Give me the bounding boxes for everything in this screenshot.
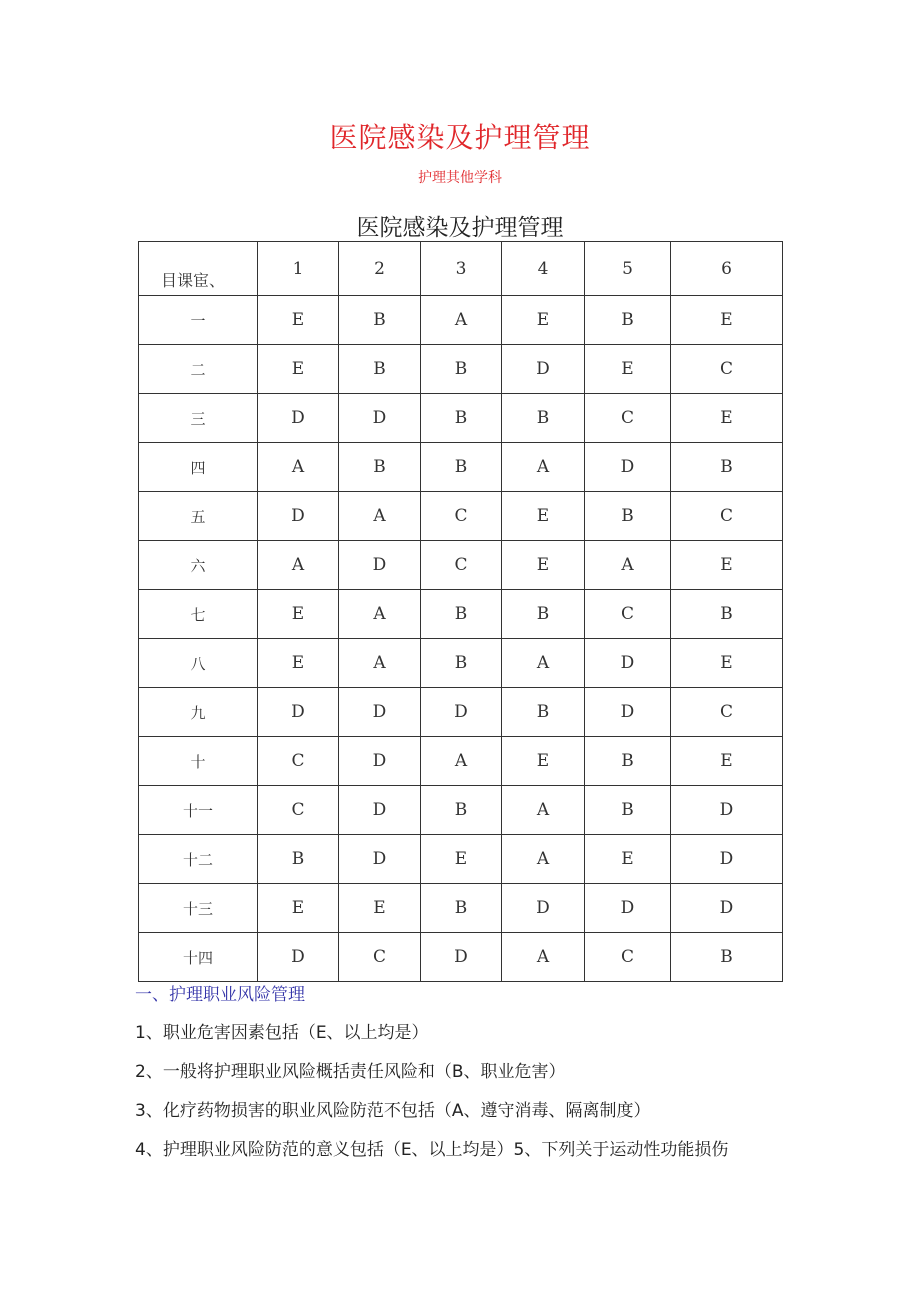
column-header: 6	[671, 242, 783, 296]
column-header: 4	[502, 242, 585, 296]
answer-cell: E	[502, 541, 585, 590]
answer-cell: E	[671, 541, 783, 590]
answer-cell: E	[671, 639, 783, 688]
answer-cell: A	[502, 639, 585, 688]
answer-cell: A	[339, 492, 421, 541]
answer-cell: E	[502, 492, 585, 541]
answer-cell: B	[421, 443, 502, 492]
answer-cell: D	[339, 394, 421, 443]
answer-cell: B	[421, 590, 502, 639]
answer-cell: B	[421, 639, 502, 688]
answer-cell: E	[671, 394, 783, 443]
table-row	[139, 688, 783, 737]
row-label: 一	[139, 296, 258, 345]
table-row	[139, 933, 783, 982]
answer-cell: E	[339, 884, 421, 933]
answer-cell: E	[258, 345, 339, 394]
table-row	[139, 835, 783, 884]
answer-cell: E	[671, 737, 783, 786]
answer-cell: E	[258, 884, 339, 933]
answer-cell: D	[585, 688, 671, 737]
answer-cell: A	[339, 639, 421, 688]
answer-cell: B	[585, 737, 671, 786]
answer-cell: D	[421, 933, 502, 982]
answer-table	[138, 241, 783, 982]
answer-cell: D	[585, 639, 671, 688]
row-label: 十一	[139, 786, 258, 835]
row-label: 九	[139, 688, 258, 737]
column-header: 5	[585, 242, 671, 296]
answer-cell: E	[258, 590, 339, 639]
answer-cell: D	[585, 443, 671, 492]
answer-cell: C	[421, 492, 502, 541]
answer-cell: C	[585, 590, 671, 639]
answer-cell: D	[339, 541, 421, 590]
paragraph-3: 3、化疗药物损害的职业风险防范不包括（A、遵守消毒、隔离制度）	[135, 1101, 651, 1121]
row-label: 四	[139, 443, 258, 492]
answer-cell: D	[339, 835, 421, 884]
answer-cell: A	[339, 590, 421, 639]
answer-cell: A	[258, 541, 339, 590]
answer-cell: C	[258, 737, 339, 786]
table-row	[139, 884, 783, 933]
answer-cell: A	[421, 737, 502, 786]
answer-cell: C	[421, 541, 502, 590]
paragraph-4: 4、护理职业风险防范的意义包括（E、以上均是）5、下列关于运动性功能损伤	[135, 1140, 729, 1160]
answer-cell: C	[258, 786, 339, 835]
row-label: 二	[139, 345, 258, 394]
table-row	[139, 345, 783, 394]
answer-cell: C	[585, 394, 671, 443]
table-row	[139, 492, 783, 541]
answer-cell: B	[585, 492, 671, 541]
answer-cell: D	[339, 786, 421, 835]
answer-cell: E	[502, 737, 585, 786]
row-label: 五	[139, 492, 258, 541]
answer-cell: C	[339, 933, 421, 982]
answer-cell: B	[502, 590, 585, 639]
answer-table-body	[139, 242, 783, 982]
paragraph-1: 1、职业危害因素包括（E、以上均是）	[135, 1023, 429, 1043]
row-label: 十三	[139, 884, 258, 933]
answer-cell: B	[339, 443, 421, 492]
answer-cell: A	[585, 541, 671, 590]
answer-cell: E	[502, 296, 585, 345]
row-label: 八	[139, 639, 258, 688]
document-subtitle: 护理其他学科	[418, 170, 502, 186]
answer-cell: D	[671, 786, 783, 835]
answer-cell: B	[502, 688, 585, 737]
answer-cell: E	[585, 345, 671, 394]
column-header: 3	[421, 242, 502, 296]
table-title: 医院感染及护理管理	[356, 215, 564, 241]
answer-cell: C	[671, 492, 783, 541]
answer-cell: B	[671, 443, 783, 492]
table-row	[139, 639, 783, 688]
table-row	[139, 296, 783, 345]
table-row	[139, 541, 783, 590]
answer-cell: C	[671, 345, 783, 394]
answer-cell: B	[421, 394, 502, 443]
table-row	[139, 443, 783, 492]
row-label: 十二	[139, 835, 258, 884]
answer-cell: E	[421, 835, 502, 884]
answer-cell: D	[339, 688, 421, 737]
section-heading: 一、护理职业风险管理	[135, 985, 305, 1005]
answer-cell: B	[421, 345, 502, 394]
row-label: 六	[139, 541, 258, 590]
table-row	[139, 737, 783, 786]
answer-cell: E	[258, 296, 339, 345]
answer-cell: B	[339, 296, 421, 345]
answer-cell: A	[421, 296, 502, 345]
answer-cell: D	[585, 884, 671, 933]
row-label: 三	[139, 394, 258, 443]
answer-cell: B	[421, 884, 502, 933]
table-row	[139, 590, 783, 639]
answer-cell: D	[671, 835, 783, 884]
answer-cell: A	[502, 443, 585, 492]
column-header: 2	[339, 242, 421, 296]
answer-cell: E	[258, 639, 339, 688]
table-row	[139, 786, 783, 835]
answer-cell: D	[258, 492, 339, 541]
row-label: 七	[139, 590, 258, 639]
table-corner-cell: 目课宦、	[139, 242, 258, 296]
answer-cell: D	[671, 884, 783, 933]
table-row	[139, 394, 783, 443]
answer-cell: D	[502, 884, 585, 933]
row-label: 十	[139, 737, 258, 786]
answer-cell: E	[585, 835, 671, 884]
answer-cell: D	[258, 394, 339, 443]
answer-cell: B	[671, 590, 783, 639]
answer-cell: D	[258, 933, 339, 982]
answer-cell: D	[421, 688, 502, 737]
answer-cell: B	[585, 296, 671, 345]
answer-cell: B	[502, 394, 585, 443]
answer-cell: B	[339, 345, 421, 394]
row-label: 十四	[139, 933, 258, 982]
answer-cell: B	[421, 786, 502, 835]
answer-cell: E	[671, 296, 783, 345]
answer-cell: A	[502, 835, 585, 884]
answer-cell: B	[671, 933, 783, 982]
answer-cell: D	[258, 688, 339, 737]
answer-cell: B	[585, 786, 671, 835]
paragraph-2: 2、一般将护理职业风险概括责任风险和（B、职业危害）	[135, 1062, 566, 1082]
answer-cell: C	[671, 688, 783, 737]
document-title: 医院感染及护理管理	[329, 121, 591, 154]
column-header: 1	[258, 242, 339, 296]
answer-cell: D	[502, 345, 585, 394]
answer-cell: A	[502, 933, 585, 982]
answer-cell: D	[339, 737, 421, 786]
table-header-row	[139, 242, 783, 296]
answer-cell: A	[258, 443, 339, 492]
answer-cell: C	[585, 933, 671, 982]
answer-cell: A	[502, 786, 585, 835]
answer-cell: B	[258, 835, 339, 884]
